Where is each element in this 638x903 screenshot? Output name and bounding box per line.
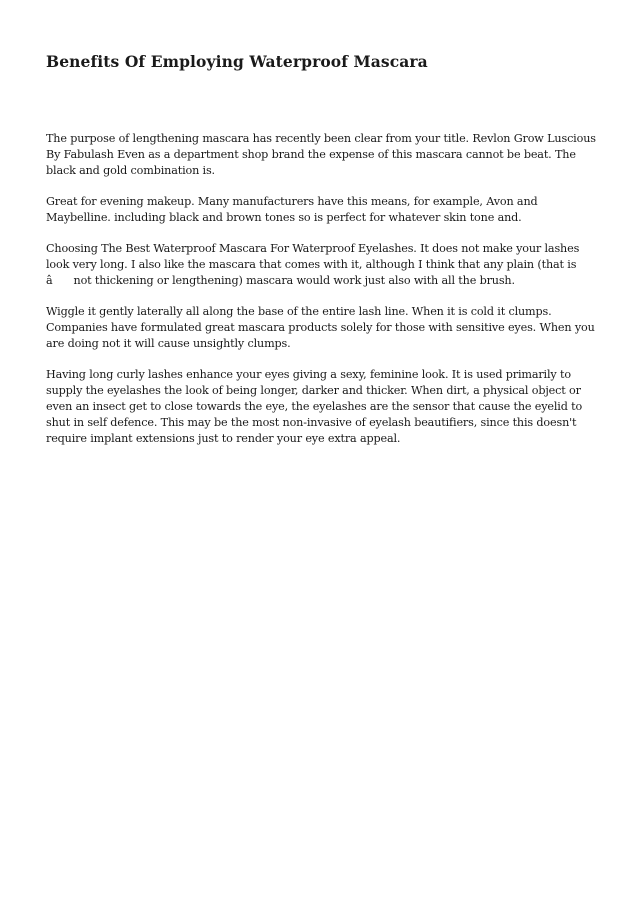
paragraph: Choosing The Best Waterproof Mascara For Waterproof Eyelashes. It does not make your lashes look very long. I also like the mascara that comes with it, although I think that any plain (that is â not thickening or lengthening) mascara would work just also with all the brush. (46, 242, 580, 287)
paragraph: Great for evening makeup. Many manufacturers have this means, for example, Avon and Maybelline. including black and brown tones so is perfect for whatever skin tone and. (46, 195, 538, 224)
paragraph: Wiggle it gently laterally all along the base of the entire lash line. When it is cold it clumps. Companies have formulated great mascara products solely for those with sensitive eyes. When you are doing not it will cause unsightly clumps. (46, 305, 595, 350)
paragraph: Having long curly lashes enhance your eyes giving a sexy, feminine look. It is used primarily to supply the eyelashes the look of being longer, darker and thicker. When dirt, a physical object or even an insect get to close towards the eye, the eyelashes are the sensor that cause the eyelid to shut in self defence. This may be the most non-invasive of eyelash beautifiers, since this doesn't require implant extensions just to render your eye extra appeal. (46, 368, 583, 445)
paragraph: The purpose of lengthening mascara has recently been clear from your title. Revlon Grow Luscious By Fabulash Even as a department shop brand the expense of this mascara cannot be beat. The black and gold combination is. (46, 132, 596, 177)
document-body (46, 131, 598, 447)
document-title: Benefits Of Employing Waterproof Mascara (46, 52, 428, 71)
